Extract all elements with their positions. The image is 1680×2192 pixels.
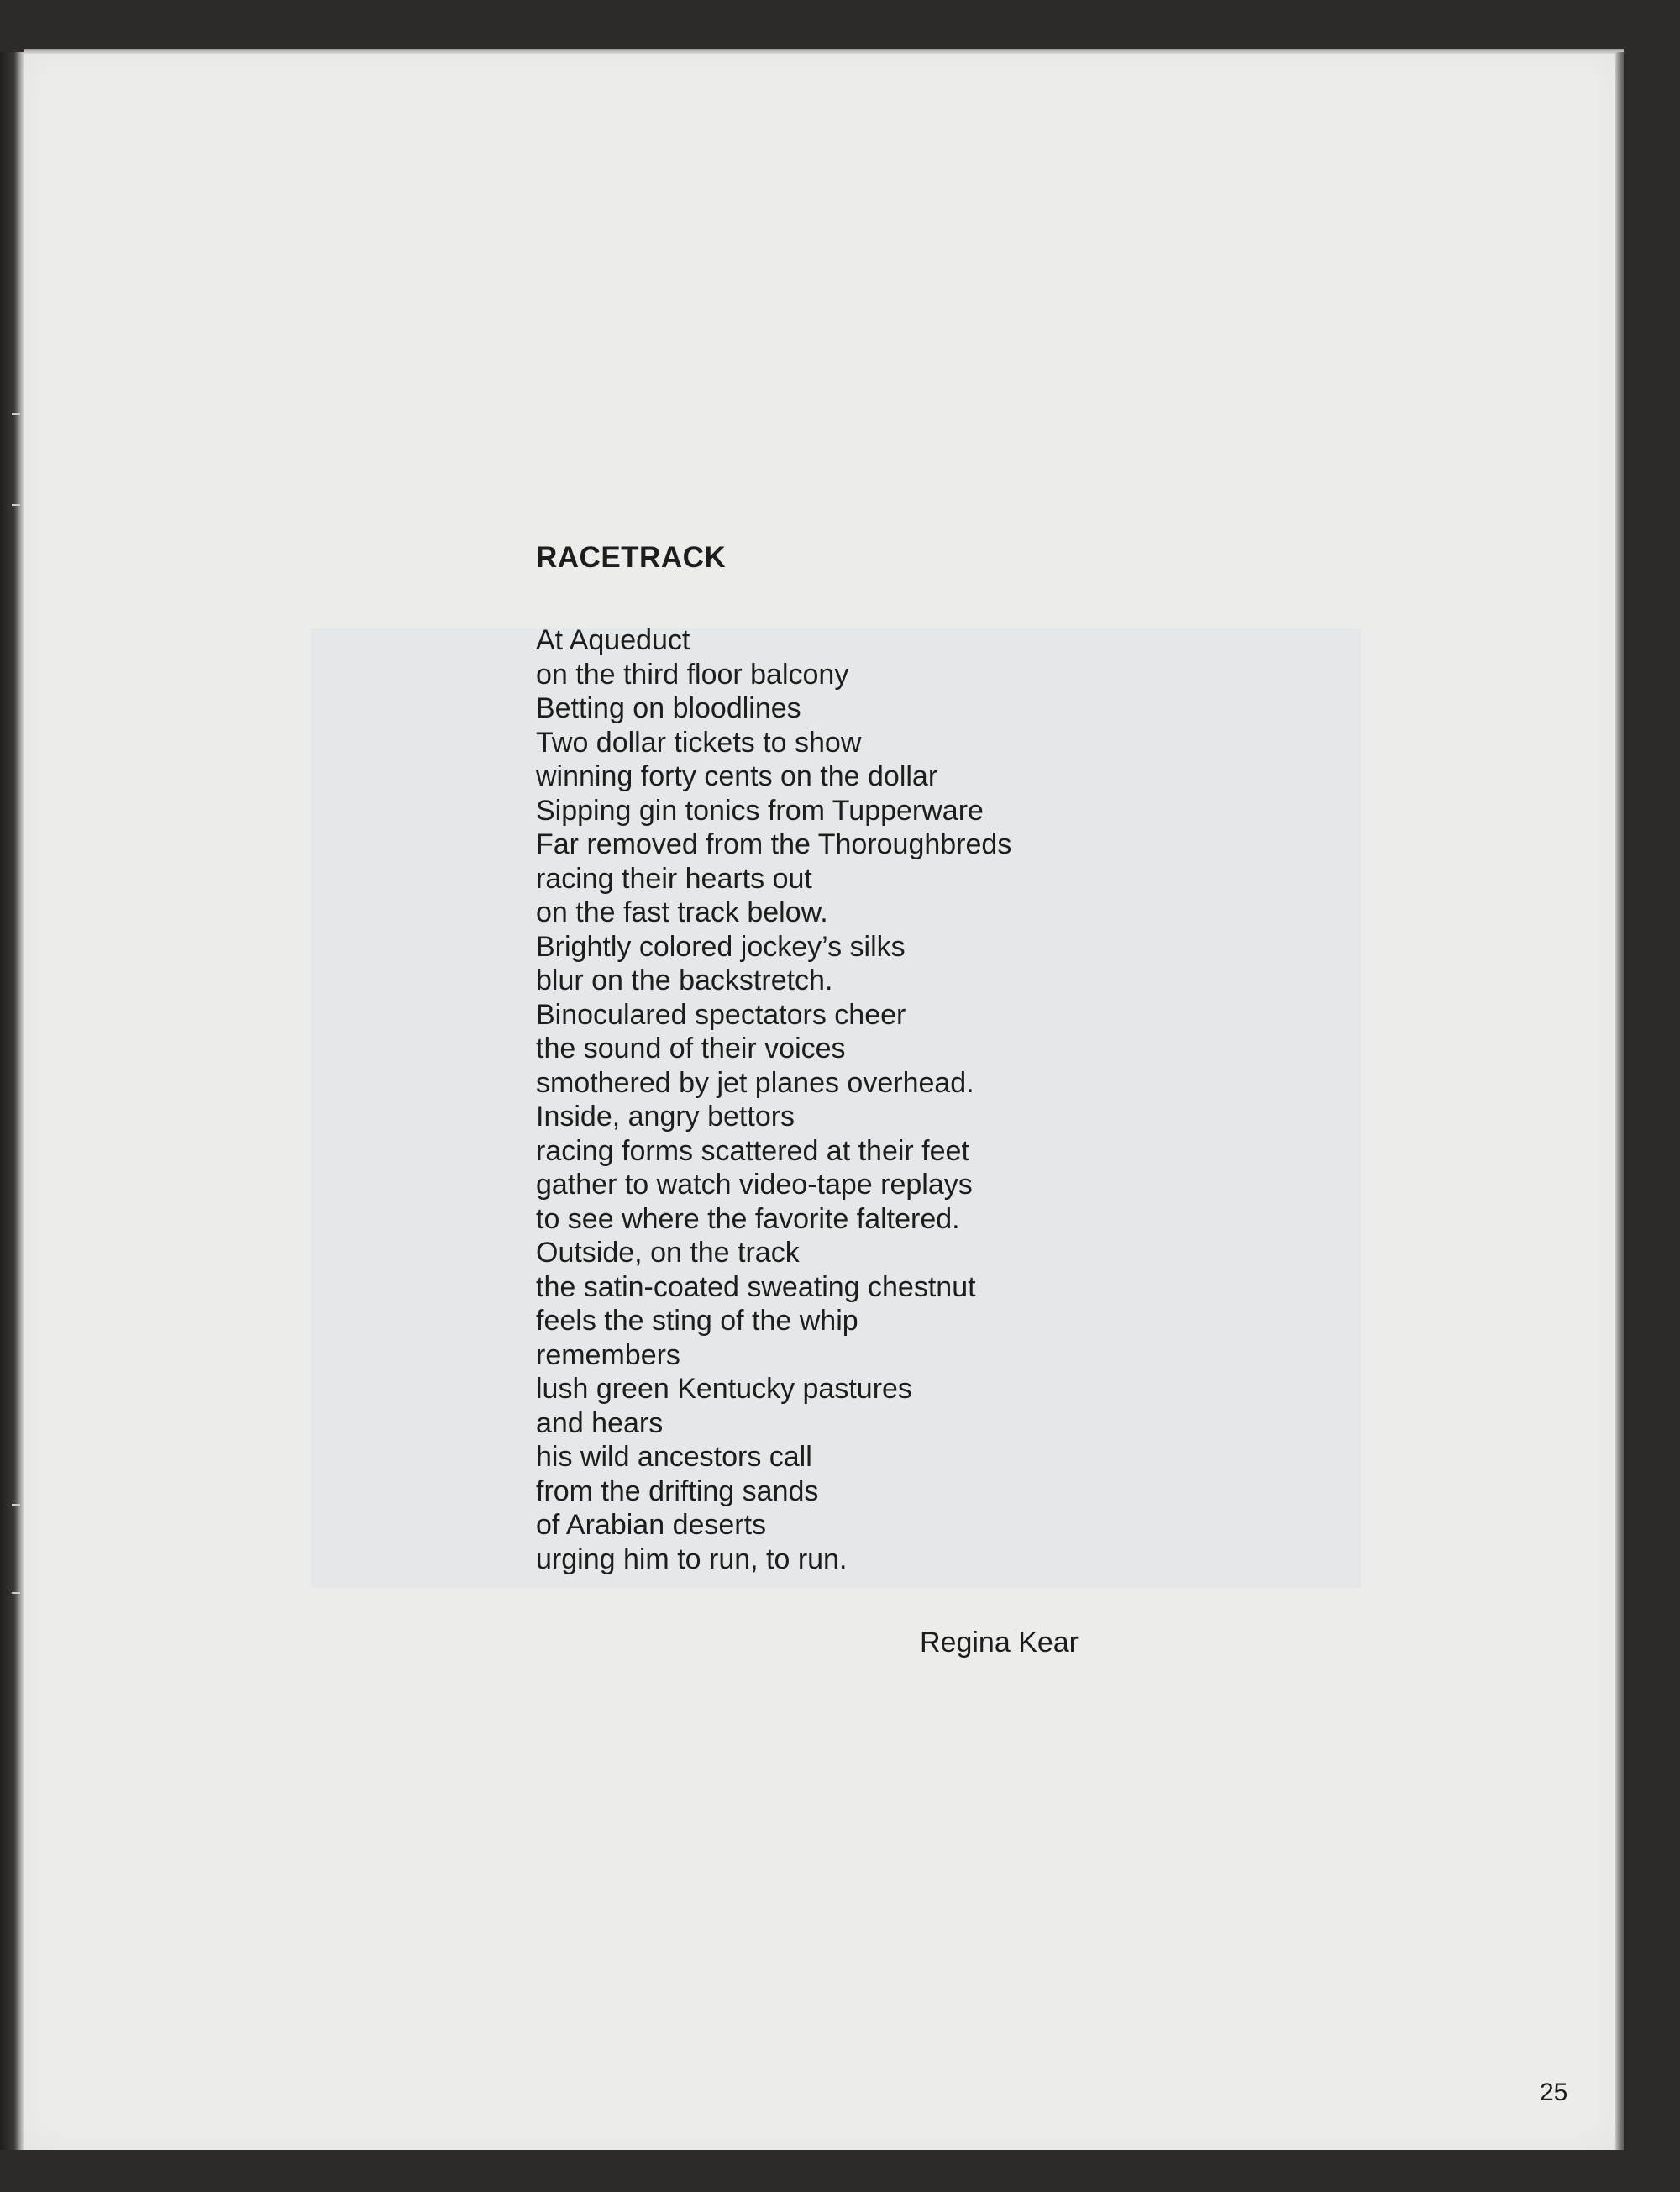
binding-stitch bbox=[12, 504, 20, 506]
poem-line: racing forms scattered at their feet bbox=[536, 1134, 969, 1167]
page-number: 25 bbox=[1540, 2079, 1568, 2106]
poem-line: feels the sting of the whip bbox=[536, 1305, 858, 1337]
page-top-fold bbox=[24, 49, 1624, 54]
poem-line: Betting on bloodlines bbox=[536, 692, 801, 724]
poem-line: Binoculared spectators cheer bbox=[536, 998, 906, 1031]
poem-line: Two dollar tickets to show bbox=[536, 726, 862, 759]
binding-stitch bbox=[12, 1504, 20, 1506]
poem-line: the sound of their voices bbox=[536, 1033, 846, 1064]
page-edge bbox=[1615, 52, 1624, 2150]
poem-line: on the third floor balcony bbox=[536, 658, 849, 691]
poem-line: the satin-coated sweating chestnut bbox=[536, 1270, 976, 1303]
poem-line: on the fast track below. bbox=[536, 896, 828, 928]
poem-line: Inside, angry bettors bbox=[536, 1101, 795, 1133]
poem-line: and hears bbox=[536, 1406, 664, 1439]
poem-line: remembers bbox=[536, 1338, 680, 1371]
poem-line: Far removed from the Thoroughbreds bbox=[536, 828, 1012, 860]
poem-line: to see where the favorite faltered. bbox=[536, 1202, 960, 1235]
poem-author: Regina Kear bbox=[920, 1627, 1079, 1658]
book-gutter bbox=[0, 52, 24, 2150]
binding-stitch bbox=[12, 413, 20, 415]
poem-title: RACETRACK bbox=[536, 541, 727, 574]
poem-line: racing their hearts out bbox=[536, 862, 812, 895]
poem-line: smothered by jet planes overhead. bbox=[536, 1066, 974, 1099]
poem-line: from the drifting sands bbox=[536, 1474, 819, 1507]
poem-line: At Aqueduct bbox=[536, 624, 690, 656]
poem-line: Brightly colored jockey’s silks bbox=[536, 930, 906, 963]
poem-line: his wild ancestors call bbox=[536, 1441, 812, 1473]
poem-line: Outside, on the track bbox=[536, 1237, 800, 1269]
binding-stitch bbox=[12, 1592, 20, 1594]
poem-line: Sipping gin tonics from Tupperware bbox=[536, 794, 984, 827]
poem-line: blur on the backstretch. bbox=[536, 965, 833, 996]
poem-body bbox=[536, 623, 1011, 1576]
poem-line: urging him to run, to run. bbox=[536, 1543, 848, 1575]
poem-line: of Arabian deserts bbox=[536, 1509, 767, 1541]
poem-line: gather to watch video-tape replays bbox=[536, 1169, 973, 1201]
poem-line: lush green Kentucky pastures bbox=[536, 1373, 912, 1405]
poem-line: winning forty cents on the dollar bbox=[536, 760, 938, 792]
